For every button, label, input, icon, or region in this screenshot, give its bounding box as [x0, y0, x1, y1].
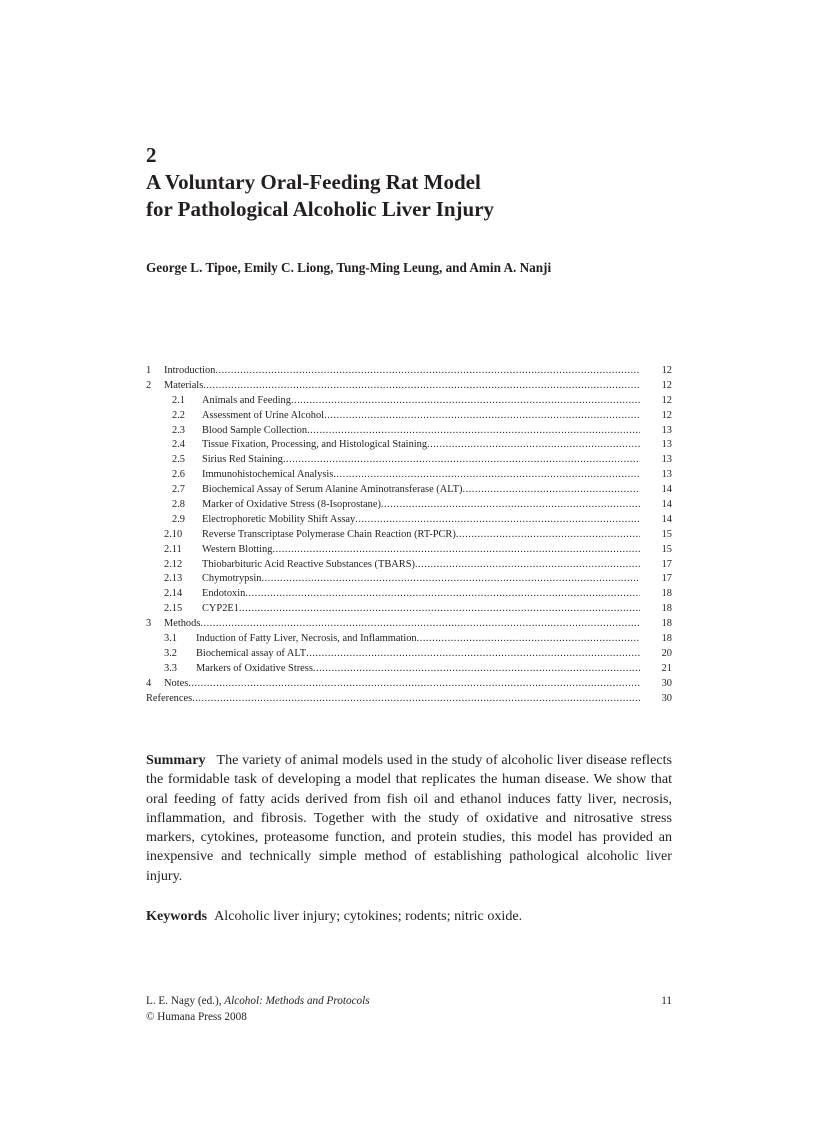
toc-entry-number: 2.11 [164, 543, 182, 555]
toc-entry-title: Assessment of Urine Alcohol [202, 409, 325, 421]
toc-entry-page: 13 [661, 454, 672, 466]
toc-entry [146, 379, 672, 394]
toc-leader-dots [306, 647, 640, 662]
toc-entry [146, 394, 672, 409]
chapter-number: 2 [146, 143, 157, 167]
toc-entry-page: 13 [661, 439, 672, 451]
toc-leader-dots [355, 513, 640, 528]
chapter-title-line-1: A Voluntary Oral-Feeding Rat Model [146, 170, 481, 194]
toc-entry-title: Induction of Fatty Liver, Necrosis, and Inflammation [196, 633, 417, 645]
toc-entry-title: Biochemical assay of ALT [196, 647, 307, 659]
toc-leader-dots [272, 543, 640, 558]
toc-leader-dots [415, 558, 640, 573]
author-list: George L. Tipoe, Emily C. Liong, Tung-Ming Leung, and Amin A. Nanji [146, 260, 552, 275]
toc-entry-title: Animals and Feeding [202, 394, 291, 406]
toc-entry-title: Endotoxin [202, 588, 246, 600]
toc-leader-dots [381, 498, 640, 513]
toc-leader-dots [203, 379, 640, 394]
toc-entry-page: 12 [661, 379, 672, 391]
toc-entry [146, 632, 672, 647]
toc-entry-page: 30 [661, 677, 672, 689]
toc-entry-number: 2.15 [164, 603, 183, 615]
toc-entry [146, 483, 672, 498]
toc-leader-dots [333, 468, 640, 483]
toc-leader-dots [245, 587, 640, 602]
toc-entry-number: 2 [146, 379, 152, 391]
toc-leader-dots [307, 424, 640, 439]
toc-entry-page: 15 [661, 528, 672, 540]
toc-entry-number: 2.8 [172, 499, 185, 511]
toc-entry-page: 18 [661, 633, 672, 645]
footer-book-title: Alcohol: Methods and Protocols [224, 995, 370, 1007]
toc-entry-page: 18 [661, 588, 672, 600]
summary-text: The variety of animal models used in the study of alcoholic liver disease reflects the formidable task of developing a model that replicates the human disease. We show that oral feeding of fatty acids derived from fish oil and ethanol induces fatty liver, necrosis, inflammation, and fibrosis. Together with the study of oxidative and nitrosative stress markers, cytokines, proteasome function, and protein studies, this model has provided an inexpensive and technically simple method of establishing pathological alcoholic liver injury. [146, 752, 672, 884]
toc-leader-dots [239, 602, 640, 617]
toc-entry-page: 20 [661, 647, 672, 659]
toc-entry-number: 3 [146, 618, 152, 630]
toc-leader-dots [462, 483, 640, 498]
toc-entry-title: Materials [164, 379, 204, 391]
toc-entry [146, 617, 672, 632]
toc-entry-number: 3.3 [164, 662, 177, 674]
toc-leader-dots [192, 692, 640, 707]
table-of-contents [146, 364, 672, 706]
toc-leader-dots [456, 528, 640, 543]
toc-entry-page: 12 [661, 394, 672, 406]
summary-label: Summary [146, 752, 206, 768]
toc-entry [146, 662, 672, 677]
toc-entry-number: 2.7 [172, 484, 185, 496]
toc-entry-title: Markers of Oxidative Stress [196, 662, 313, 674]
toc-entry-page: 15 [661, 543, 672, 555]
toc-entry-page: 18 [661, 618, 672, 630]
footer-editor: L. E. Nagy (ed.), [146, 995, 225, 1007]
toc-entry [146, 528, 672, 543]
toc-entry-title: Methods [164, 618, 201, 630]
toc-entry [146, 587, 672, 602]
toc-entry [146, 572, 672, 587]
toc-entry-number: 1 [146, 365, 152, 376]
toc-leader-dots [313, 662, 640, 677]
toc-entry-number: 3.2 [164, 647, 177, 659]
toc-entry-title: CYP2E1 [202, 603, 239, 615]
toc-entry [146, 692, 672, 707]
toc-entry-page: 30 [661, 692, 672, 704]
toc-entry-page: 12 [661, 365, 672, 376]
toc-entry-number: 2.4 [172, 439, 185, 451]
toc-entry [146, 647, 672, 662]
keywords-text: Alcoholic liver injury; cytokines; rodents; nitric oxide. [214, 908, 523, 924]
toc-leader-dots [188, 677, 640, 692]
toc-entry [146, 602, 672, 617]
keywords-label: Keywords [146, 908, 208, 924]
toc-leader-dots [261, 572, 640, 587]
toc-entry [146, 468, 672, 483]
toc-leader-dots [200, 617, 640, 632]
toc-entry-number: 2.5 [172, 454, 185, 466]
toc-entry-page: 12 [661, 409, 672, 421]
toc-entry-title: Immunohistochemical Analysis [202, 469, 334, 481]
toc-entry-number: 2.10 [164, 528, 183, 540]
summary-paragraph [146, 751, 672, 886]
toc-entry [146, 498, 672, 513]
chapter-title-line-2: for Pathological Alcoholic Liver Injury [146, 197, 495, 221]
toc-entry-title: Reverse Transcriptase Polymerase Chain Reaction (RT-PCR) [202, 528, 456, 540]
toc-entry-page: 17 [661, 558, 672, 570]
toc-entry-title: Western Blotting [202, 543, 273, 555]
toc-entry-title: Biochemical Assay of Serum Alanine Aminotransferase (ALT) [202, 484, 463, 496]
keywords-paragraph [146, 907, 672, 926]
toc-entry-number: 2.12 [164, 558, 183, 570]
toc-entry-title: Marker of Oxidative Stress (8-Isoprostane) [202, 499, 381, 511]
toc-entry-title: Thiobarbituric Acid Reactive Substances (TBARS) [202, 558, 415, 570]
toc-entry [146, 364, 672, 379]
toc-entry-page: 18 [661, 603, 672, 615]
toc-entry-page: 14 [661, 499, 672, 511]
toc-entry-page: 17 [661, 573, 672, 585]
toc-entry-number: 2.2 [172, 409, 185, 421]
toc-entry [146, 424, 672, 439]
toc-entry-number: 2.9 [172, 513, 185, 525]
page-number: 11 [661, 995, 672, 1007]
toc-entry-title: Notes [164, 677, 189, 689]
toc-leader-dots [417, 632, 640, 647]
footer-copyright: © Humana Press 2008 [146, 1010, 247, 1023]
toc-entry-page: 14 [661, 513, 672, 525]
toc-leader-dots [291, 394, 640, 409]
toc-entry-title: Electrophoretic Mobility Shift Assay [202, 513, 356, 525]
toc-leader-dots [283, 453, 640, 468]
toc-entry-title: Blood Sample Collection [202, 424, 308, 436]
toc-entry-page: 13 [661, 424, 672, 436]
footer-citation [146, 994, 370, 1010]
toc-entry-title: Chymotrypsin [202, 573, 262, 585]
chapter-title [146, 169, 706, 223]
toc-entry [146, 438, 672, 453]
toc-entry [146, 677, 672, 692]
toc-entry [146, 558, 672, 573]
toc-entry-number: 3.1 [164, 633, 177, 645]
toc-entry-number: 2.6 [172, 469, 185, 481]
toc-entry-title: References [146, 692, 193, 704]
toc-entry-number: 2.13 [164, 573, 183, 585]
page-footer [146, 994, 672, 1025]
toc-entry [146, 453, 672, 468]
toc-entry-title: Introduction [164, 365, 216, 376]
toc-entry-page: 14 [661, 484, 672, 496]
toc-leader-dots [427, 438, 640, 453]
toc-entry-title: Tissue Fixation, Processing, and Histological Staining [202, 439, 428, 451]
toc-entry-number: 2.1 [172, 394, 185, 406]
toc-entry-page: 21 [661, 662, 672, 674]
toc-entry-number: 2.3 [172, 424, 185, 436]
toc-entry [146, 513, 672, 528]
toc-entry [146, 543, 672, 558]
toc-entry-number: 2.14 [164, 588, 183, 600]
toc-leader-dots [215, 364, 640, 379]
toc-entry [146, 409, 672, 424]
toc-leader-dots [324, 409, 640, 424]
toc-entry-title: Sirius Red Staining [202, 454, 283, 466]
toc-entry-number: 4 [146, 677, 152, 689]
toc-entry-page: 13 [661, 469, 672, 481]
